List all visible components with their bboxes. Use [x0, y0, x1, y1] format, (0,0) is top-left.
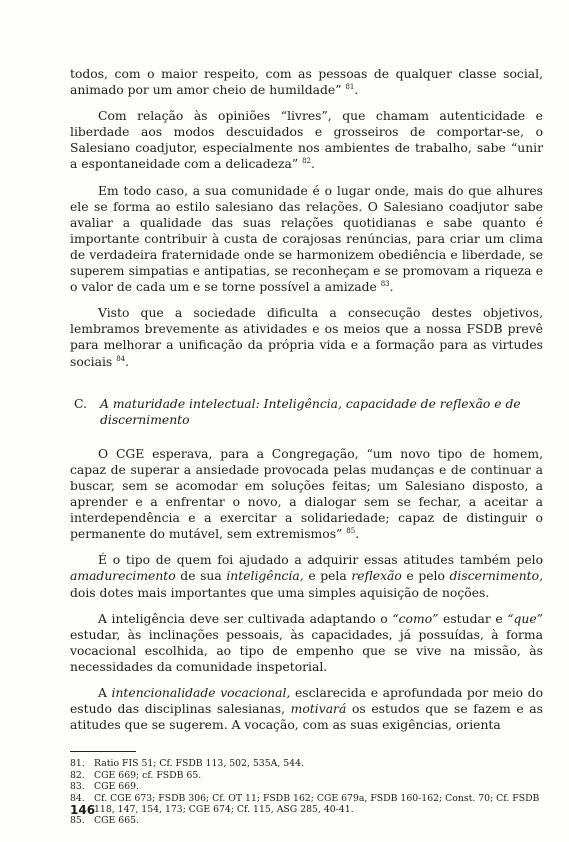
footnote-number: 85.	[70, 815, 85, 827]
emphasis-reflexao: reflexão	[351, 569, 402, 584]
paragraph-2: Com relação às opiniões “livres”, que chamam autenticidade e liberdade aos modos descuidados e grosseiros de comportar-se, o Salesiano coadjutor, especialmente nos ambientes de trabalho, sabe “unir a espontaneidade com a delicadeza” $^{82}$.	[70, 109, 543, 172]
footnote-number: 82.	[70, 769, 85, 781]
page-number: 146	[70, 803, 96, 817]
footnote-ref-84: 84	[116, 354, 126, 363]
emphasis-discernimento: discernimento,	[449, 569, 543, 584]
footnote-text: CGE 669.	[94, 781, 139, 793]
footnote-number: 81.	[70, 758, 85, 770]
footnote-number: 83.	[70, 781, 85, 793]
emphasis-intencionalidade: intencionalidade vocacional,	[111, 686, 291, 700]
section-heading	[70, 396, 543, 428]
footnote-text: CGE 669; cf. FSDB 65.	[94, 769, 202, 781]
footnote-ref-83: 83	[380, 280, 390, 289]
footnote-ref-82: 82	[302, 157, 311, 166]
footnote-83	[70, 781, 543, 792]
emphasis-amadurecimento: amadurecimento	[70, 569, 176, 584]
footnote-text: CGE 665.	[94, 815, 139, 827]
footnote-85	[70, 815, 543, 826]
paragraph-7: A inteligência deve ser cultivada adaptando o “como” estudar e “que” estudar, às inclinações pessoais, às capacidades, já possuídas, à forma vocacional escolhida, ao tipo de empenho que se vive na missão, às necessidades da comunidade inspetorial.	[70, 611, 543, 674]
paragraph-4: Visto que a sociedade dificulta a consecução destes objetivos, lembramos brevemente as atividades e os meios que a nossa FSDB prevê para melhorar a unificação da própria vida e a formação para as virtudes sociais $^{84}$.	[70, 306, 543, 369]
section-letter: C.	[74, 396, 87, 411]
paragraph-3: Em todo caso, a sua comunidade é o lugar onde, mais do que alhures ele se forma ao estilo salesiano das relações. O Salesiano coadjutor sabe avaliar a qualidade das suas relações quotidianas e sabe quanto é importante contribuir à custa de corajosas renúncias, para criar um clima de verdadeira fraternidade onde se harmonizem obediência e liberdade, se superem simpatias e antipatias, se reconheçam e se promovam a riqueza e o valor de cada um e se torne possível a amizade $^{83}$.	[70, 183, 543, 295]
footnote-ref-85: 85	[346, 527, 356, 536]
section-title: A maturidade intelectual: Inteligência, capacidade de reflexão e de discernimento	[100, 396, 521, 427]
footnote-82	[70, 770, 543, 781]
footnote-84	[70, 793, 543, 816]
footnote-text: Ratio FIS 51; Cf. FSDB 113, 502, 535A, 544.	[94, 758, 304, 770]
paragraph-6: É o tipo de quem foi ajudado a adquirir essas atitudes também pelo amadurecimento de sua inteligência, e pela reflexão e pelo discernimento, dois dotes mais importantes que uma simples aquisição de noções.	[70, 553, 543, 600]
footnote-81	[70, 758, 543, 769]
emphasis-motivara: motivará	[290, 702, 347, 717]
paragraph-8: A intencionalidade vocacional, esclarecida e aprofundada por meio do estudo das disciplinas salesianas, motivará os estudos que se fazem e as atitudes que se sugerem. A vocação, com as suas exigências, orienta	[70, 686, 544, 733]
footnote-number: 84.	[70, 792, 85, 804]
paragraph-1: todos, com o maior respeito, com as pessoas de qualquer classe social, animado por um amor cheio de humildade” $^{81}$.	[70, 67, 543, 98]
emphasis-inteligencia: inteligência,	[226, 569, 304, 584]
emphasis-que: “que”	[507, 611, 543, 626]
footnote-ref-81: 81	[345, 83, 355, 92]
footnotes	[70, 758, 543, 826]
footnote-divider	[70, 751, 136, 752]
emphasis-como: “como”	[392, 611, 439, 626]
footnote-text: Cf. CGE 673; FSDB 306; Cf. OT 11; FSDB 162; CGE 679a, FSDB 160-162; Const. 70; Cf. FSDB 118, 147, 154, 173; CGE 674; Cf. 115, ASG 285, 40-41.	[94, 792, 540, 815]
paragraph-5: O CGE esperava, para a Congregação, “um novo tipo de homem, capaz de superar a ansiedade provocada pelas mudanças e de continuar a buscar, sem se acomodar em soluções feitas; um Salesiano disposto, a aprender e a enfrentar o novo, a dialogar sem se fechar, a aceitar a interdependência e a exercitar a solidariedade; capaz de distinguir o permanente do mutável, sem extremismos” $^{85}$.	[70, 446, 543, 542]
